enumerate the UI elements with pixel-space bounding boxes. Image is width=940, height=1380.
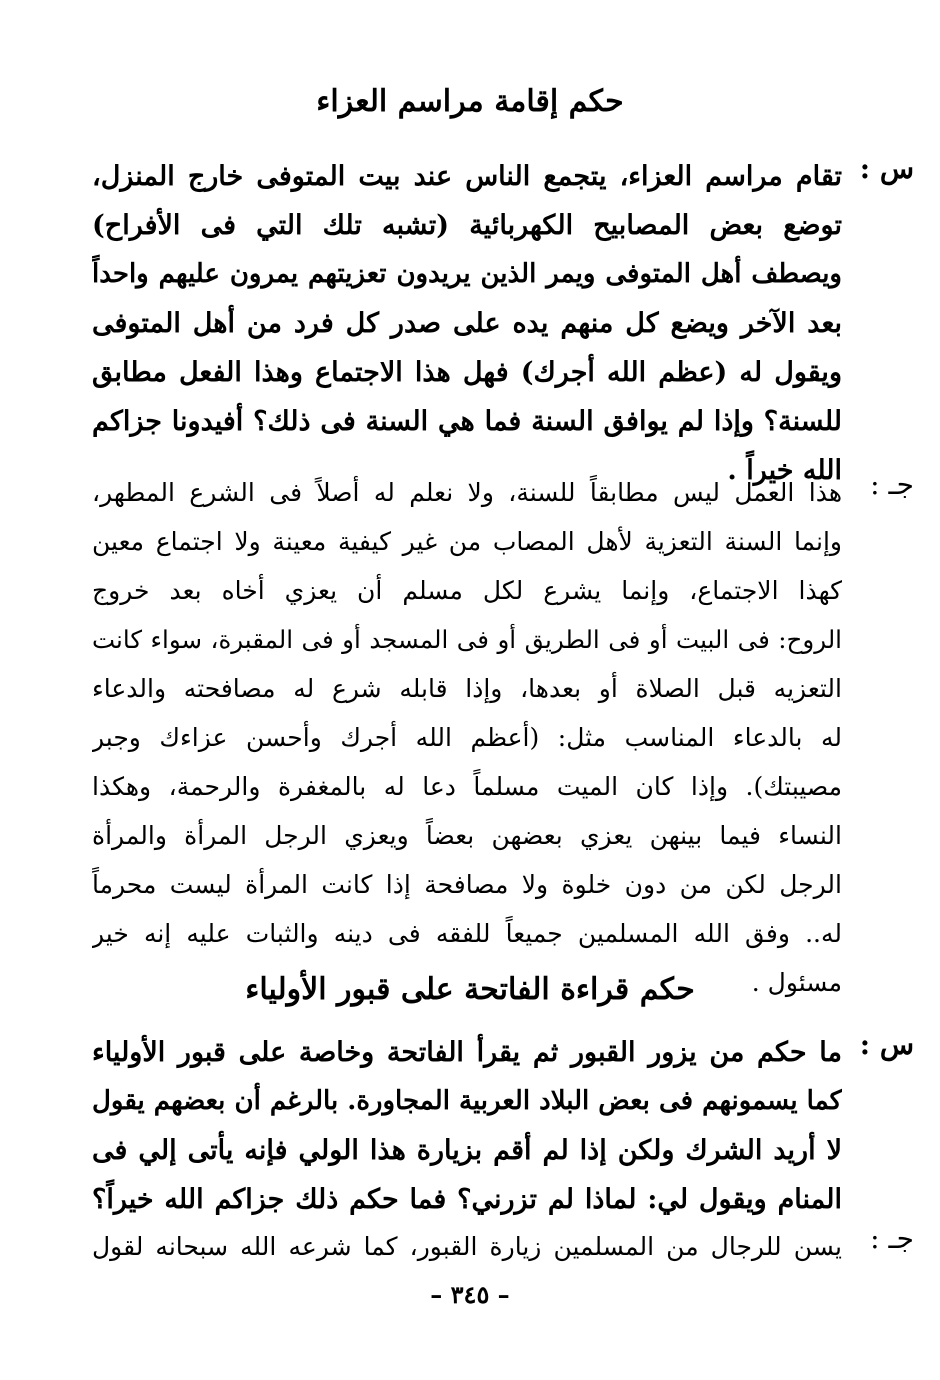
question-line: توضع بعض المصابيح الكهربائية (تشبه تلك التي فى الأفراح) bbox=[92, 210, 842, 241]
question-line: كما يسمونهم فى بعض البلاد العربية المجاورة. بالرغم أن بعضهم يقول bbox=[92, 1086, 842, 1116]
answer-line: له بالدعاء المناسب مثل: (أعظم الله أجرك وأحسن عزاءك وجبر bbox=[92, 723, 842, 752]
question-fatiha bbox=[92, 1028, 914, 1224]
answer-line: التعزيه قبل الصلاة أو بعدها، وإذا قابله شرع له مصافحته والدعاء bbox=[92, 674, 842, 703]
answer-line: النساء فيما بينهن يعزي بعضهن بعضاً ويعزي الرجل المرأة والمرأة bbox=[92, 821, 842, 850]
question-line: للسنة؟ وإذا لم يوافق السنة فما هي السنة فى ذلك؟ أفيدونا جزاكم bbox=[92, 406, 842, 437]
question-line: ويصطف أهل المتوفى ويمر الذين يريدون تعزيتهم يمرون عليهم واحداً bbox=[92, 259, 842, 289]
answer-line: هذا العمل ليس مطابقاً للسنة، ولا نعلم له أصلاً فى الشرع المطهر، bbox=[92, 478, 842, 507]
answer-line: الرجل لكن من دون خلوة ولا مصافحة إذا كانت المرأة ليست محرماً bbox=[92, 870, 842, 899]
answer-marker: جـ : bbox=[870, 468, 914, 501]
question-line: بعد الآخر ويضع كل منهم يده على صدر كل فرد من أهل المتوفى bbox=[92, 308, 842, 339]
section-title-fatiha: حكم قراءة الفاتحة على قبور الأولياء bbox=[245, 972, 695, 1007]
question-line: المنام ويقول لي: لماذا لم تزرني؟ فما حكم ذلك جزاكم الله خيراً؟ bbox=[92, 1184, 842, 1215]
answer-condolence bbox=[92, 468, 914, 1007]
answer-line: له.. وفق الله المسلمين جميعاً للفقه فى دينه والثبات عليه إنه خير bbox=[92, 919, 842, 948]
question-marker: س : bbox=[859, 152, 914, 185]
question-marker: س : bbox=[859, 1028, 914, 1061]
answer-line: كهذا الاجتماع، وإنما يشرع لكل مسلم أن يعزي أخاه بعد خروج bbox=[92, 576, 842, 605]
question-line: تقام مراسم العزاء، يتجمع الناس عند بيت المتوفى خارج المنزل، bbox=[92, 161, 842, 192]
answer-marker: جـ : bbox=[870, 1222, 914, 1255]
section-title-condolence: حكم إقامة مراسم العزاء bbox=[316, 84, 624, 119]
answer-line: وإنما السنة التعزية لأهل المصاب من غير كيفية معينة ولا اجتماع معين bbox=[92, 527, 842, 556]
answer-line: الروح: فى البيت أو فى الطريق أو فى المسجد أو فى المقبرة، سواء كانت bbox=[92, 625, 842, 654]
question-line: ما حكم من يزور القبور ثم يقرأ الفاتحة وخاصة على قبور الأولياء bbox=[92, 1037, 842, 1068]
answer-line: يسن للرجال من المسلمين زيارة القبور، كما شرعه الله سبحانه لقول bbox=[92, 1232, 842, 1261]
answer-fatiha bbox=[92, 1222, 914, 1271]
page-number: – ٣٤٥ – bbox=[430, 1280, 510, 1309]
answer-line: مسئول . bbox=[751, 968, 842, 997]
question-line: لا أريد الشرك ولكن إذا لم أقم بزيارة هذا الولي فإنه يأتى إلي فى bbox=[92, 1135, 842, 1166]
question-line: ويقول له (عظم الله أجرك) فهل هذا الاجتماع وهذا الفعل مطابق bbox=[92, 357, 842, 388]
question-line: الله خيراً . bbox=[727, 455, 842, 486]
answer-line: مصيبتك). وإذا كان الميت مسلماً دعا له بالمغفرة والرحمة، وهكذا bbox=[92, 772, 842, 801]
